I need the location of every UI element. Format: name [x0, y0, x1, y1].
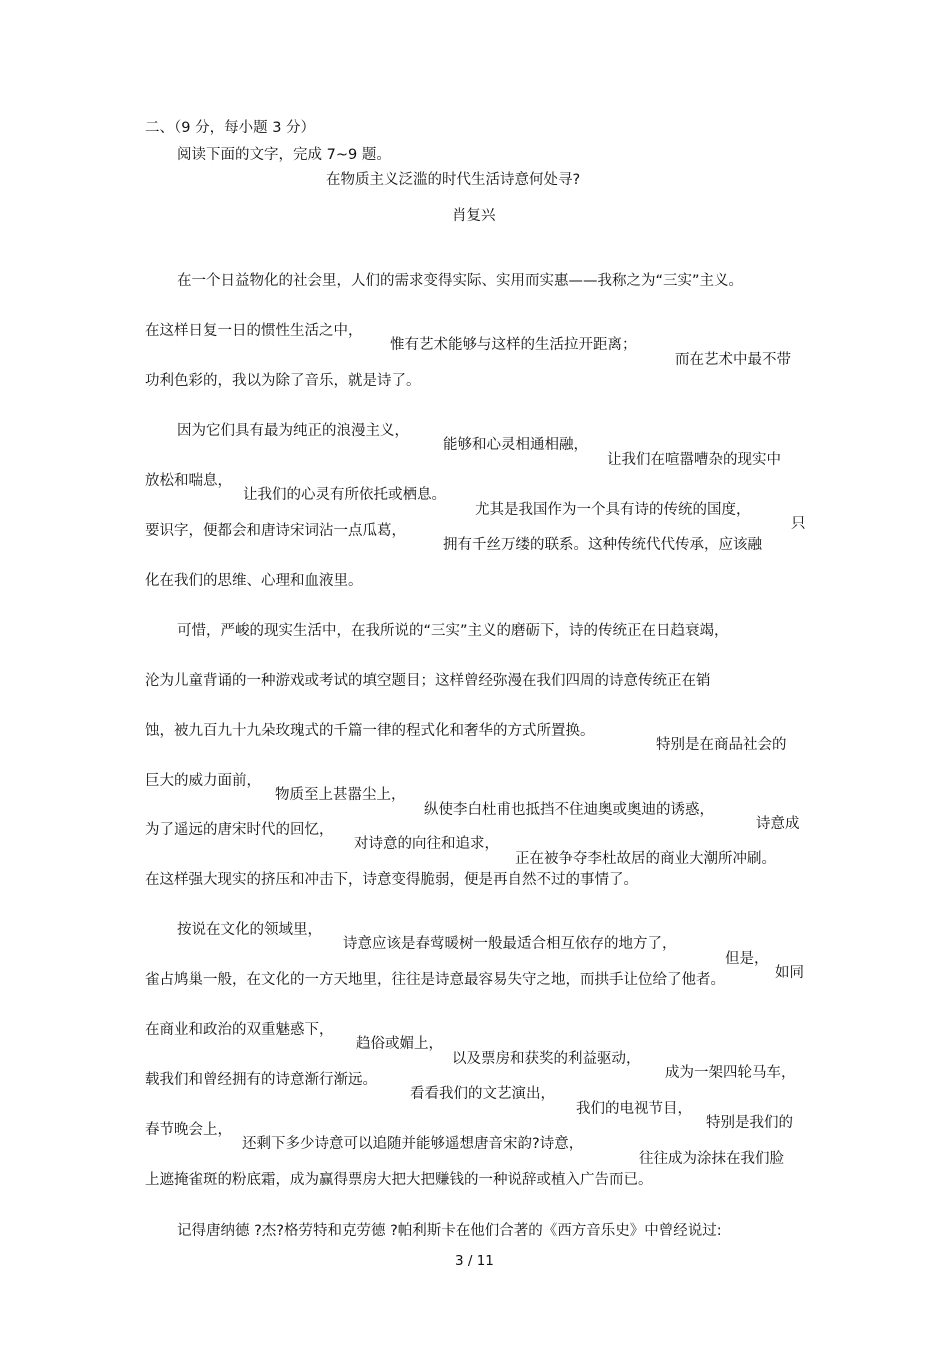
text-segment: 往往成为涂抹在我们脸: [639, 1150, 784, 1167]
text-segment: 沦为儿童背诵的一种游戏或考试的填空题目；这样曾经弥漫在我们四周的诗意传统正在销: [145, 672, 711, 689]
text-segment: 还剩下多少诗意可以追随并能够遥想唐音宋韵?诗意，: [242, 1136, 584, 1152]
text-segment: 让我们的心灵有所依托或栖息。: [243, 487, 446, 503]
text-segment: 正在被争夺李杜故居的商业大潮所冲刷。: [515, 850, 776, 867]
text-segment: 蚀，被九百九十九朵玫瑰式的千篇一律的程式化和奢华的方式所置换。: [145, 722, 595, 739]
text-segment: 功利色彩的，我以为除了音乐，就是诗了。: [145, 372, 421, 389]
text-segment: 惟有艺术能够与这样的生活拉开距离；: [390, 337, 637, 353]
text-line: [145, 359, 421, 403]
text-segment: 物质至上甚嚣尘上，: [275, 787, 406, 803]
text-segment: 而在艺术中最不带: [675, 351, 791, 368]
text-segment: 只: [791, 516, 806, 532]
text-line: [177, 1209, 722, 1253]
text-segment: 在这样强大现实的挤压和冲击下，诗意变得脆弱，便是再自然不过的事情了。: [145, 871, 638, 888]
text-segment: 巨大的威力面前，: [145, 772, 261, 789]
text-segment: 我们的电视节目，: [576, 1100, 692, 1117]
text-segment: 纵使李白杜甫也抵挡不住迪奥或奥迪的诱惑，: [424, 801, 714, 818]
text-line: [177, 409, 781, 482]
text-segment: 看看我们的文艺演出，: [410, 1086, 555, 1102]
text-segment: 上遮掩雀斑的粉底霜，成为赢得票房大把大把赚钱的一种说辞或植入广告而已。: [145, 1171, 653, 1188]
text-segment: 特别是我们的: [706, 1115, 793, 1131]
text-segment: 记得唐纳德 ?杰?格劳特和克劳德 ?帕利斯卡在他们合著的《西方音乐史》中曾经说过:: [177, 1222, 722, 1239]
text-segment: 放松和喘息，: [145, 472, 232, 489]
text-segment: 成为一架四轮马车，: [665, 1065, 796, 1081]
text-segment: 尤其是我国作为一个具有诗的传统的国度，: [475, 501, 751, 518]
text-line: [145, 559, 363, 603]
text-segment: 化在我们的思维、心理和血液里。: [145, 572, 363, 589]
text-line: [177, 609, 729, 653]
reading-instruction: 阅读下面的文字，完成 7~9 题。: [177, 147, 391, 163]
text-segment: 能够和心灵相通相融，: [443, 437, 588, 453]
section-heading: 二、（9 分，每小题 3 分）: [145, 120, 316, 136]
text-segment: 诗意应该是春莺暖树一般最适合相互依存的地方了，: [343, 936, 677, 952]
text-segment: 要识字，便都会和唐诗宋词沾一点瓜葛，: [145, 522, 406, 539]
text-segment: 以及票房和获奖的利益驱动，: [452, 1050, 641, 1067]
text-segment: 诗意成: [756, 816, 800, 832]
article-author: 肖复兴: [452, 208, 496, 224]
text-line: [177, 259, 744, 303]
text-segment: 因为它们具有最为纯正的浪漫主义，: [177, 422, 409, 439]
text-segment: 按说在文化的领域里，: [177, 921, 322, 938]
text-segment: 特别是在商品社会的: [656, 737, 787, 753]
text-line: [145, 958, 725, 1002]
text-line: [145, 659, 711, 703]
text-segment: 让我们在喧嚣嘈杂的现实中: [607, 451, 781, 468]
text-segment: 在商业和政治的双重魅惑下，: [145, 1021, 334, 1038]
text-segment: 拥有千丝万缕的联系。这种传统代代传承，应该融: [443, 537, 762, 553]
text-segment: 在一个日益物化的社会里，人们的需求变得实际、实用而实惠——我称之为“三实”主义。: [177, 272, 744, 289]
text-segment: 趋俗或媚上，: [356, 1036, 443, 1052]
text-segment: 对诗意的向往和追求，: [354, 836, 499, 852]
text-segment: 春节晚会上，: [145, 1121, 232, 1138]
text-segment: 但是，: [725, 950, 769, 967]
text-segment: 可惜，严峻的现实生活中，在我所说的“三实”主义的磨砺下，诗的传统正在日趋衰竭，: [177, 622, 729, 639]
text-segment: 在这样日复一日的惯性生活之中，: [145, 322, 363, 339]
text-line: [145, 1158, 653, 1202]
text-segment: 为了遥远的唐宋时代的回忆，: [145, 821, 334, 838]
text-segment: 载我们和曾经拥有的诗意渐行渐远。: [145, 1071, 377, 1088]
text-segment: 雀占鸠巢一般，在文化的一方天地里，往往是诗意最容易失守之地，而拱手让位给了他者。: [145, 971, 725, 988]
text-line: [145, 858, 638, 902]
page-number: 3 / 11: [455, 1253, 494, 1269]
article-title: 在物质主义泛滥的时代生活诗意何处寻?: [326, 172, 581, 188]
text-segment: 如同: [775, 965, 804, 981]
